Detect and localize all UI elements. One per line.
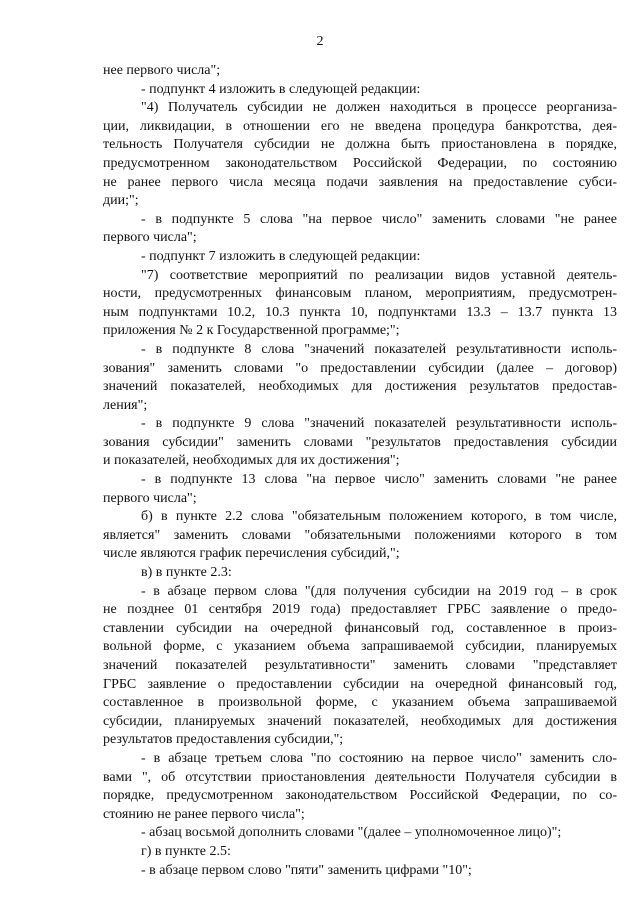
- text-line: не ранее первого числа месяца подачи заявления на предоставление субси-: [103, 174, 617, 190]
- text-line: в) в пункте 2.3:: [141, 565, 232, 581]
- text-line: - в абзаце третьем слова "по состоянию на первое число" заменить сло-: [141, 750, 617, 766]
- text-line: зования субсидии" заменить словами "результатов предоставления субсидии: [103, 434, 617, 450]
- text-line: первого числа";: [103, 230, 197, 246]
- text-line: - в подпункте 13 слова "на первое число" заменить словами "не ранее: [141, 472, 617, 488]
- text-line: - в подпункте 8 слова "значений показателей результативности исполь-: [141, 341, 617, 357]
- text-line: значений показателей результативности" заменить словами "представляет: [103, 658, 617, 673]
- text-line: числе являются график перечисления субсидий,";: [103, 546, 400, 562]
- text-line: ным подпунктами 10.2, 10.3 пункта 10, подпунктами 13.3 – 13.7 пункта 13: [103, 304, 617, 320]
- document-body: [103, 62, 617, 880]
- text-line: результатов предоставления субсидии,";: [103, 732, 344, 748]
- text-line: и показателей, необходимых для их достижения";: [103, 453, 400, 469]
- text-line: - в подпункте 5 слова "на первое число" заменить словами "не ранее: [141, 211, 617, 227]
- text-line: - абзац восьмой дополнить словами "(далее – уполномоченное лицо)";: [141, 825, 562, 841]
- text-line: "7) соответствие мероприятий по реализации видов уставной деятель-: [141, 267, 617, 283]
- text-line: не позднее 01 сентября 2019 года) предоставляет ГРБС заявление о предо-: [103, 602, 617, 618]
- text-line: - подпункт 4 изложить в следующей редакции:: [141, 81, 421, 97]
- text-line: ления";: [103, 397, 148, 413]
- text-line: г) в пункте 2.5:: [141, 843, 231, 859]
- text-line: значений показателей, необходимых для достижения результатов предостав-: [103, 379, 617, 395]
- text-line: ГРБС заявление о предоставлении субсидии на очередной финансовый год,: [103, 676, 617, 692]
- text-line: стоянию не ранее первого числа";: [103, 806, 305, 822]
- text-line: зования" заменить словами "о предоставлении субсидии (далее – договор): [103, 360, 617, 376]
- text-line: первого числа";: [103, 490, 197, 506]
- text-line: приложения № 2 к Государственной программе;";: [103, 323, 400, 339]
- text-line: - в абзаце первом слова "(для получения субсидии на 2019 год – в срок: [141, 583, 617, 599]
- text-line: предусмотренном законодательством Российской Федерации, по состоянию: [103, 155, 617, 171]
- text-line: субсидии, планируемых значений показателей, необходимых для достижения: [103, 713, 617, 729]
- text-line: является" заменить словами "обязательными положениями которого в том: [103, 527, 617, 543]
- text-line: - подпункт 7 изложить в следующей редакции:: [141, 248, 421, 264]
- text-line: "4) Получатель субсидии не должен находиться в процессе реорганиза-: [141, 100, 617, 116]
- text-line: порядке, предусмотренном законодательством Российской Федерации, по со-: [103, 788, 617, 804]
- text-line: дии;";: [103, 193, 139, 209]
- text-line: тельность Получателя субсидии не должна быть приостановлена в порядке,: [103, 137, 617, 153]
- text-line: б) в пункте 2.2 слова "обязательным положением которого, в том числе,: [141, 509, 617, 525]
- text-line: ции, ликвидации, в отношении его не введена процедура банкротства, дея-: [103, 118, 617, 134]
- text-line: вами ", об отсутствии приостановления деятельности Получателя субсидии в: [103, 769, 617, 785]
- text-line: составленное в произвольной форме, с указанием объема запрашиваемой: [103, 695, 617, 711]
- page-number: 2: [316, 34, 324, 49]
- text-line: - в абзаце первом слово "пяти" заменить цифрами "10";: [141, 862, 472, 878]
- text-line: нее первого числа";: [103, 63, 221, 78]
- text-line: ставлении субсидии на очередной финансовый год, составленное в произ-: [103, 620, 617, 636]
- text-line: ности, предусмотренных финансовым планом, мероприятиям, предусмотрен-: [103, 286, 617, 302]
- text-line: - в подпункте 9 слова "значений показателей результативности исполь-: [141, 416, 617, 432]
- text-line: вольной форме, с указанием объема запрашиваемой субсидии, планируемых: [103, 639, 617, 655]
